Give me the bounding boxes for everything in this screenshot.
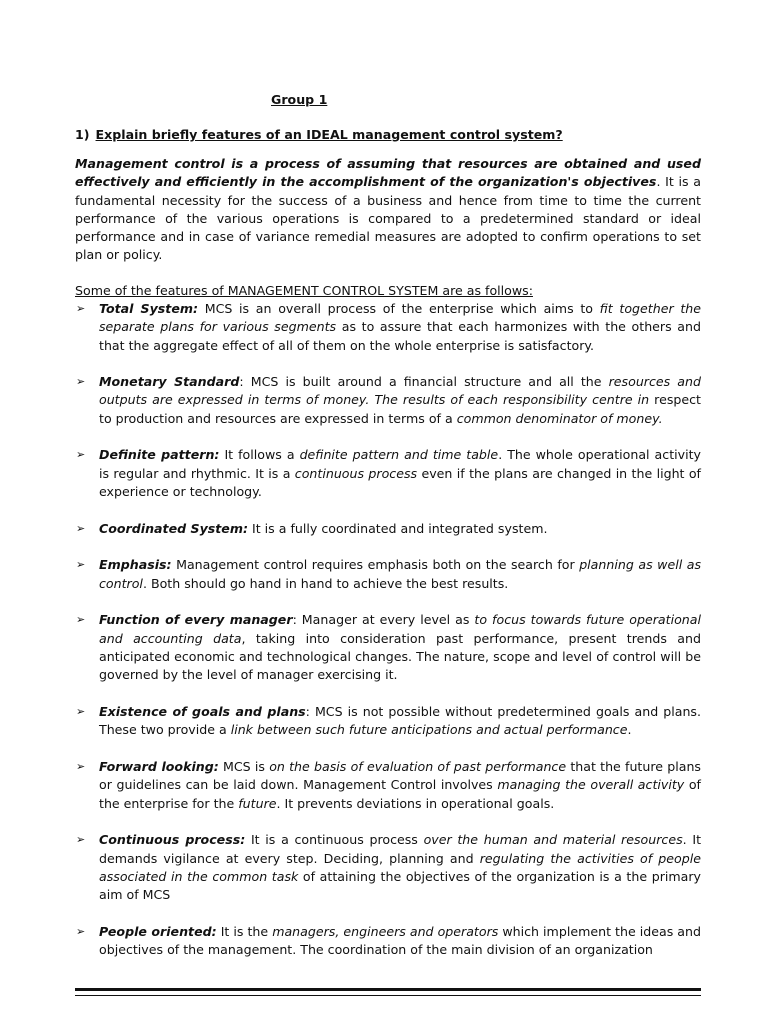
feature-text: . (627, 722, 632, 738)
feature-text: It is the (216, 923, 273, 939)
feature-text: as to assure that each harmonizes with the others and that the aggregate effect of all of them on the whole enterprise is satisfactory. (99, 319, 701, 353)
feature-text: . Both should go hand in hand to achieve the best results. (142, 575, 509, 591)
feature-item (75, 520, 701, 538)
feature-text: that the future plans or guidelines can be laid down. Management Control involves (99, 758, 701, 793)
feature-text-emphasis: common denominator of money. (456, 410, 663, 426)
feature-text-emphasis: resources and outputs are expressed in terms of money. The results of each responsibility centre in (99, 374, 701, 408)
arrow-bullet-icon: ➢ (76, 448, 86, 462)
arrow-bullet-icon: ➢ (76, 705, 86, 718)
feature-text-emphasis: on the basis of evaluation of past performance (269, 758, 567, 774)
question-heading (75, 126, 563, 144)
feature-text-emphasis: regulating the activities of people associated in the common task (99, 850, 701, 884)
feature-text: It is a fully coordinated and integrated system. (248, 520, 548, 536)
question-number: 1) (75, 127, 90, 142)
feature-term: Function of every manager (99, 612, 293, 628)
feature-term: Continuous process: (99, 832, 246, 848)
feature-text: : MCS is not possible without predetermined goals and plans. These two provide a (99, 704, 701, 738)
feature-item (75, 556, 701, 593)
feature-item (75, 373, 701, 428)
feature-text: of attaining the objectives of the organization is a the primary aim of MCS (99, 868, 701, 903)
feature-text-emphasis: planning as well as control (99, 557, 702, 591)
feature-text: MCS is an overall process of the enterprise which aims to (198, 301, 600, 316)
feature-text: It is a continuous process (245, 832, 424, 848)
feature-text-emphasis: continuous process (294, 465, 418, 481)
feature-term: Emphasis: (99, 557, 172, 573)
feature-term: People oriented: (99, 923, 217, 939)
feature-term: Monetary Standard (99, 374, 240, 390)
feature-text-emphasis: definite pattern and time table (299, 447, 499, 463)
feature-text: respect to production and resources are expressed in terms of a (99, 392, 701, 426)
feature-text-emphasis: managing the overall activity (497, 777, 685, 793)
intro-rest: . It is a fundamental necessity for the success of a business and hence from time to time the current performance of the various operations is compared to a predetermined standard or ideal performance and in case of variance remedial measures are adopted to confirm operations to set plan or policy. (75, 174, 701, 263)
feature-text: . It prevents deviations in operational goals. (276, 795, 555, 811)
feature-text-emphasis: to focus towards future operational and accounting data (99, 612, 701, 646)
feature-text-emphasis: fit together the separate plans for various segments (99, 301, 702, 335)
feature-term: Forward looking: (99, 758, 219, 774)
feature-text: . It demands vigilance at every step. Deciding, planning and (99, 832, 702, 866)
feature-text: Management control requires emphasis both on the search for (171, 557, 580, 573)
feature-item (75, 923, 701, 960)
feature-text: even if the plans are changed in the light of experience or technology. (99, 465, 701, 500)
feature-text: MCS is (218, 758, 270, 774)
feature-term: Total System: (99, 301, 199, 316)
arrow-bullet-icon: ➢ (76, 924, 86, 938)
feature-term: Existence of goals and plans (99, 704, 306, 719)
feature-item (75, 611, 701, 684)
arrow-bullet-icon: ➢ (76, 558, 86, 572)
footer-double-rule (75, 988, 701, 996)
feature-text: . The whole operational activity is regular and rhythmic. It is a (99, 447, 701, 481)
feature-item (75, 446, 701, 501)
arrow-bullet-icon: ➢ (76, 759, 86, 773)
arrow-bullet-icon: ➢ (76, 833, 86, 847)
feature-text: , taking into consideration past performance, present trends and anticipated economic and technological changes. The nature, scope and level of control will be governed by the level of manager exercising it. (99, 630, 701, 683)
arrow-bullet-icon: ➢ (76, 613, 86, 627)
intro-lead: Management control is a process of assuming that resources are obtained and used effectively and efficiently in the accomplishment of the organization's objectives (75, 156, 701, 190)
feature-text: : MCS is built around a financial structure and all the (239, 374, 609, 390)
feature-item (75, 703, 701, 740)
feature-item (75, 300, 701, 355)
feature-text: It follows a (219, 447, 300, 463)
feature-item (75, 831, 701, 904)
feature-item (75, 758, 701, 813)
feature-text-emphasis: over the human and material resources (423, 832, 683, 848)
intro-paragraph (75, 155, 701, 265)
group-title: Group 1 (271, 92, 328, 107)
feature-text: which implement the ideas and objectives of the management. The coordination of the main division of an organization (99, 923, 701, 958)
features-list (75, 300, 701, 959)
feature-term: Coordinated System: (99, 520, 249, 536)
feature-text: : Manager at every level as (292, 612, 475, 628)
feature-term: Definite pattern: (99, 447, 220, 463)
question-text: Explain briefly features of an IDEAL management control system? (95, 127, 563, 142)
feature-text-emphasis: managers, engineers and operators (272, 923, 499, 939)
arrow-bullet-icon: ➢ (76, 521, 86, 535)
feature-text: of the enterprise for the (99, 777, 701, 811)
feature-text-emphasis: future (238, 795, 277, 811)
features-heading: Some of the features of MANAGEMENT CONTROL SYSTEM are as follows: (75, 283, 533, 298)
arrow-bullet-icon: ➢ (76, 375, 86, 389)
feature-text-emphasis: link between such future anticipations and actual performance (230, 722, 628, 738)
arrow-bullet-icon: ➢ (76, 302, 86, 315)
